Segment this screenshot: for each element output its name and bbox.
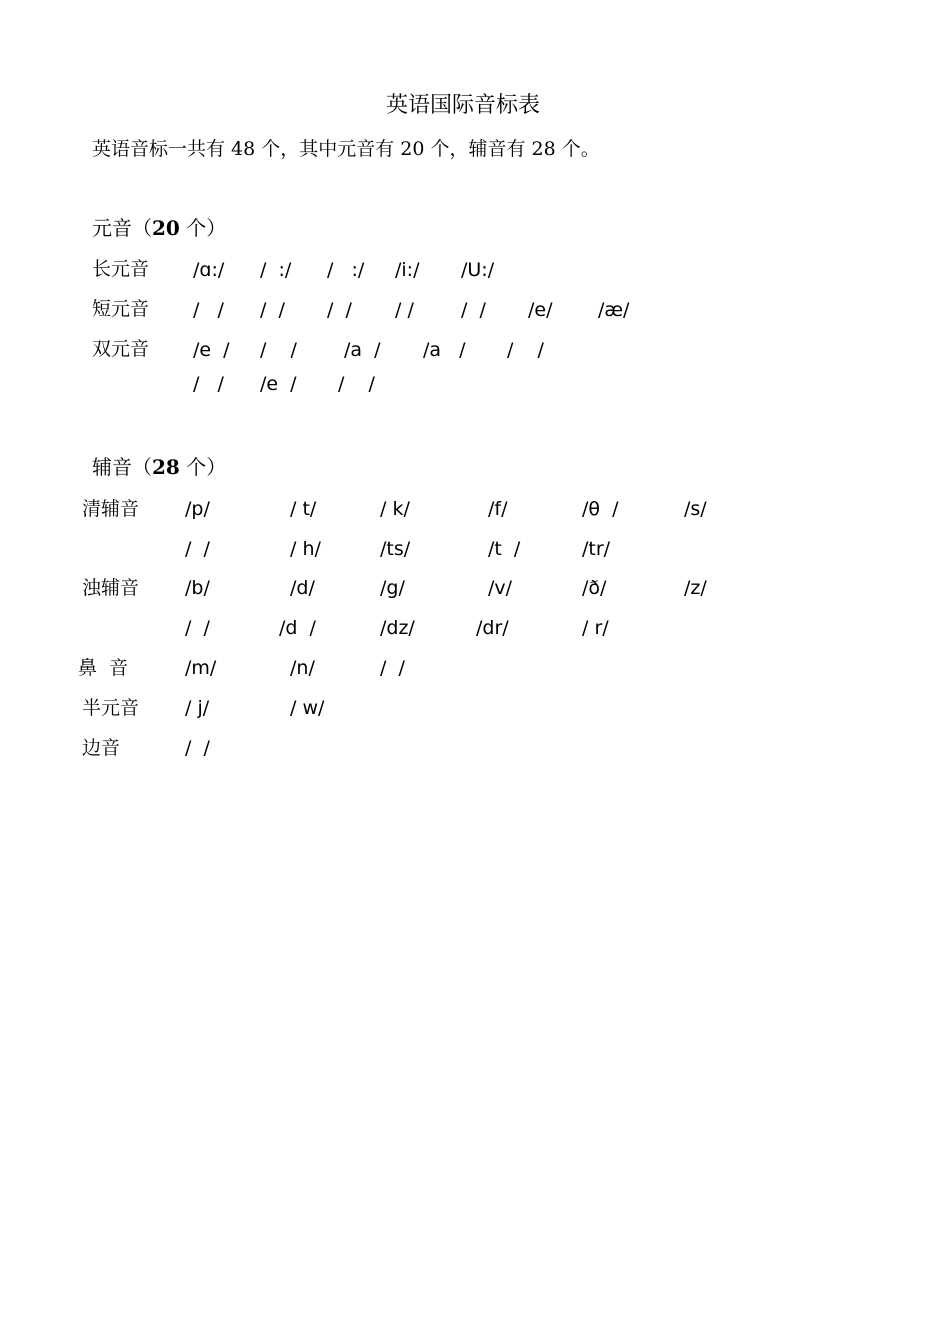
voiceless-7: / / <box>185 538 210 560</box>
consonants-heading <box>92 457 226 477</box>
voiced-label: 浊辅音 <box>82 577 140 599</box>
short-vowel-7: /æ/ <box>598 299 630 321</box>
voiceless-10: /t / <box>488 538 521 560</box>
diphthong-7: /e / <box>260 373 297 395</box>
long-vowel-2: / :/ <box>260 259 292 281</box>
voiceless-3: / k/ <box>380 498 410 520</box>
voiceless-11: /tr/ <box>582 538 611 560</box>
short-vowel-1: / / <box>193 299 224 321</box>
diphthong-8: / / <box>338 373 375 395</box>
voiceless-9: /ts/ <box>380 538 411 560</box>
page-title: 英语国际音标表 <box>386 93 541 118</box>
voiceless-6: /s/ <box>684 498 707 520</box>
nasal-3: / / <box>380 657 405 679</box>
consonants-heading-prefix: 辅音（ <box>92 455 152 479</box>
short-vowel-2: / / <box>260 299 285 321</box>
voiced-1: /b/ <box>185 577 210 599</box>
voiceless-1: /p/ <box>185 498 210 520</box>
consonants-heading-count: 28 <box>152 455 180 479</box>
voiced-11: / r/ <box>582 617 609 639</box>
voiced-2: /d/ <box>290 577 315 599</box>
short-vowel-4: / / <box>395 299 414 321</box>
voiced-3: /g/ <box>380 577 405 599</box>
short-vowel-label: 短元音 <box>92 298 150 320</box>
vowels-heading <box>92 218 226 238</box>
diphthong-label: 双元音 <box>92 338 150 360</box>
diphthong-5: / / <box>507 339 544 361</box>
nasal-1: /m/ <box>185 657 217 679</box>
semivowel-label: 半元音 <box>82 697 140 719</box>
diphthong-1: /e / <box>193 339 230 361</box>
voiced-6: /z/ <box>684 577 707 599</box>
long-vowel-1: /ɑ:/ <box>193 259 225 281</box>
long-vowel-label: 长元音 <box>92 258 150 280</box>
vowels-heading-suffix: 个） <box>179 216 227 240</box>
voiced-8: /d / <box>279 617 316 639</box>
diphthong-3: /a / <box>344 339 381 361</box>
vowels-heading-count: 20 <box>152 216 180 240</box>
vowels-heading-prefix: 元音（ <box>92 216 152 240</box>
diphthong-6: / / <box>193 373 224 395</box>
diphthong-2: / / <box>260 339 297 361</box>
semivowel-1: / j/ <box>185 697 210 719</box>
voiced-10: /dr/ <box>476 617 509 639</box>
voiceless-4: /f/ <box>488 498 508 520</box>
voiceless-2: / t/ <box>290 498 317 520</box>
voiced-9: /dz/ <box>380 617 415 639</box>
voiced-5: /ð/ <box>582 577 607 599</box>
voiced-7: / / <box>185 617 210 639</box>
diphthong-4: /a / <box>423 339 466 361</box>
intro-paragraph: 英语音标一共有 48 个，其中元音有 20 个，辅音有 28 个。 <box>92 138 600 160</box>
voiced-4: /v/ <box>488 577 513 599</box>
short-vowel-3: / / <box>327 299 352 321</box>
long-vowel-3: / :/ <box>327 259 365 281</box>
lateral-label: 边音 <box>82 737 121 759</box>
semivowel-2: / w/ <box>290 697 325 719</box>
consonants-heading-suffix: 个） <box>179 455 227 479</box>
short-vowel-5: / / <box>461 299 486 321</box>
long-vowel-4: /i:/ <box>395 259 420 281</box>
voiceless-5: /θ / <box>582 498 619 520</box>
lateral-1: / / <box>185 737 210 759</box>
voiceless-label: 清辅音 <box>82 498 140 520</box>
long-vowel-5: /U:/ <box>461 259 495 281</box>
nasal-label: 鼻 音 <box>78 657 129 679</box>
voiceless-8: / h/ <box>290 538 321 560</box>
short-vowel-6: /e/ <box>528 299 553 321</box>
nasal-2: /n/ <box>290 657 315 679</box>
